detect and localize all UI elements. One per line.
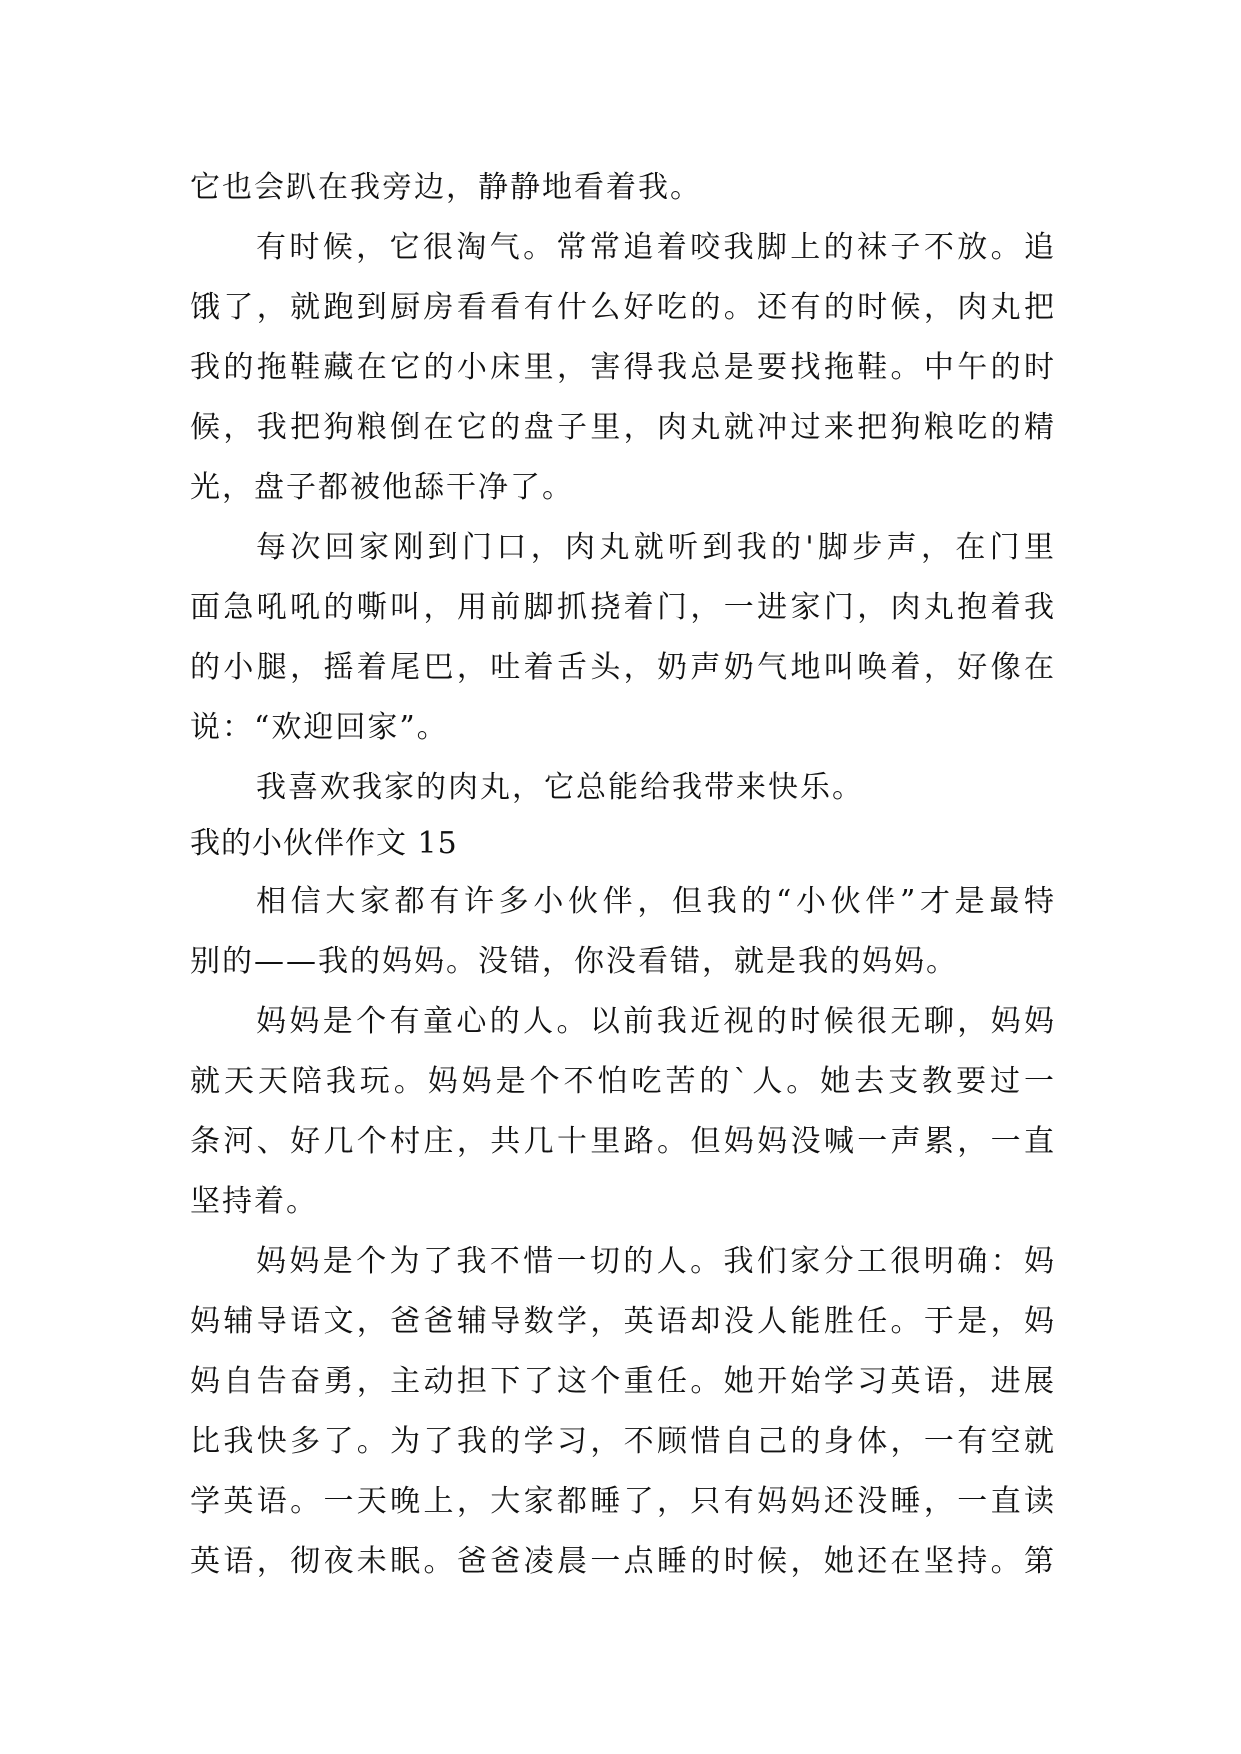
paragraph-line: 条河、好几个村庄，共几十里路。但妈妈没喊一声累，一直: [190, 1124, 1056, 1159]
paragraph-line: 我的拖鞋藏在它的小床里，害得我总是要找拖鞋。中午的时: [190, 350, 1056, 385]
paragraph-4: [190, 758, 1056, 818]
paragraph-line: 比我快多了。为了我的学习，不顾惜自己的身体，一有空就: [190, 1424, 1056, 1459]
paragraph-line: 学英语。一天晚上，大家都睡了，只有妈妈还没睡，一直读: [190, 1484, 1056, 1519]
paragraph-line: 坚持着。: [190, 1184, 318, 1219]
paragraph-line: 候，我把狗粮倒在它的盘子里，肉丸就冲过来把狗粮吃的精: [190, 410, 1056, 445]
paragraph-line: 有时候，它很淘气。常常追着咬我脚上的袜子不放。追: [256, 230, 1056, 265]
paragraph-line: 相信大家都有许多小伙伴，但我的“小伙伴”才是最特: [256, 884, 1056, 919]
paragraph-1: [190, 158, 1056, 218]
paragraph-line: 面急吼吼的嘶叫，用前脚抓挠着门，一进家门，肉丸抱着我: [190, 590, 1056, 625]
paragraph-line: 英语，彻夜未眠。爸爸凌晨一点睡的时候，她还在坚持。第: [190, 1544, 1056, 1579]
paragraph-line: 的小腿，摇着尾巴，吐着舌头，奶声奶气地叫唤着，好像在: [190, 650, 1056, 685]
paragraph-line: 它也会趴在我旁边，静静地看着我。: [190, 170, 702, 205]
paragraph-2: [190, 218, 1056, 518]
paragraph-3: [190, 518, 1056, 758]
section-heading: 我的小伙伴作文 15: [190, 826, 458, 861]
paragraph-line: 妈辅导语文，爸爸辅导数学，英语却没人能胜任。于是，妈: [190, 1304, 1056, 1339]
paragraph-line: 饿了，就跑到厨房看看有什么好吃的。还有的时候，肉丸把: [190, 290, 1056, 325]
paragraph-line: 就天天陪我玩。妈妈是个不怕吃苦的`人。她去支教要过一: [190, 1064, 1056, 1099]
paragraph-5: [190, 872, 1056, 992]
paragraph-line: 别的——我的妈妈。没错，你没看错，就是我的妈妈。: [190, 944, 958, 979]
paragraph-line: 说：“欢迎回家”。: [190, 710, 449, 745]
paragraph-7: [190, 1232, 1056, 1592]
paragraph-line: 妈自告奋勇，主动担下了这个重任。她开始学习英语，进展: [190, 1364, 1056, 1399]
paragraph-line: 每次回家刚到门口，肉丸就听到我的'脚步声，在门里: [256, 530, 1056, 565]
paragraph-line: 妈妈是个有童心的人。以前我近视的时候很无聊，妈妈: [256, 1004, 1056, 1039]
paragraph-6: [190, 992, 1056, 1232]
paragraph-line: 妈妈是个为了我不惜一切的人。我们家分工很明确：妈: [256, 1244, 1056, 1279]
paragraph-line: 光，盘子都被他舔干净了。: [190, 470, 574, 505]
paragraph-line: 我喜欢我家的肉丸，它总能给我带来快乐。: [256, 770, 864, 805]
